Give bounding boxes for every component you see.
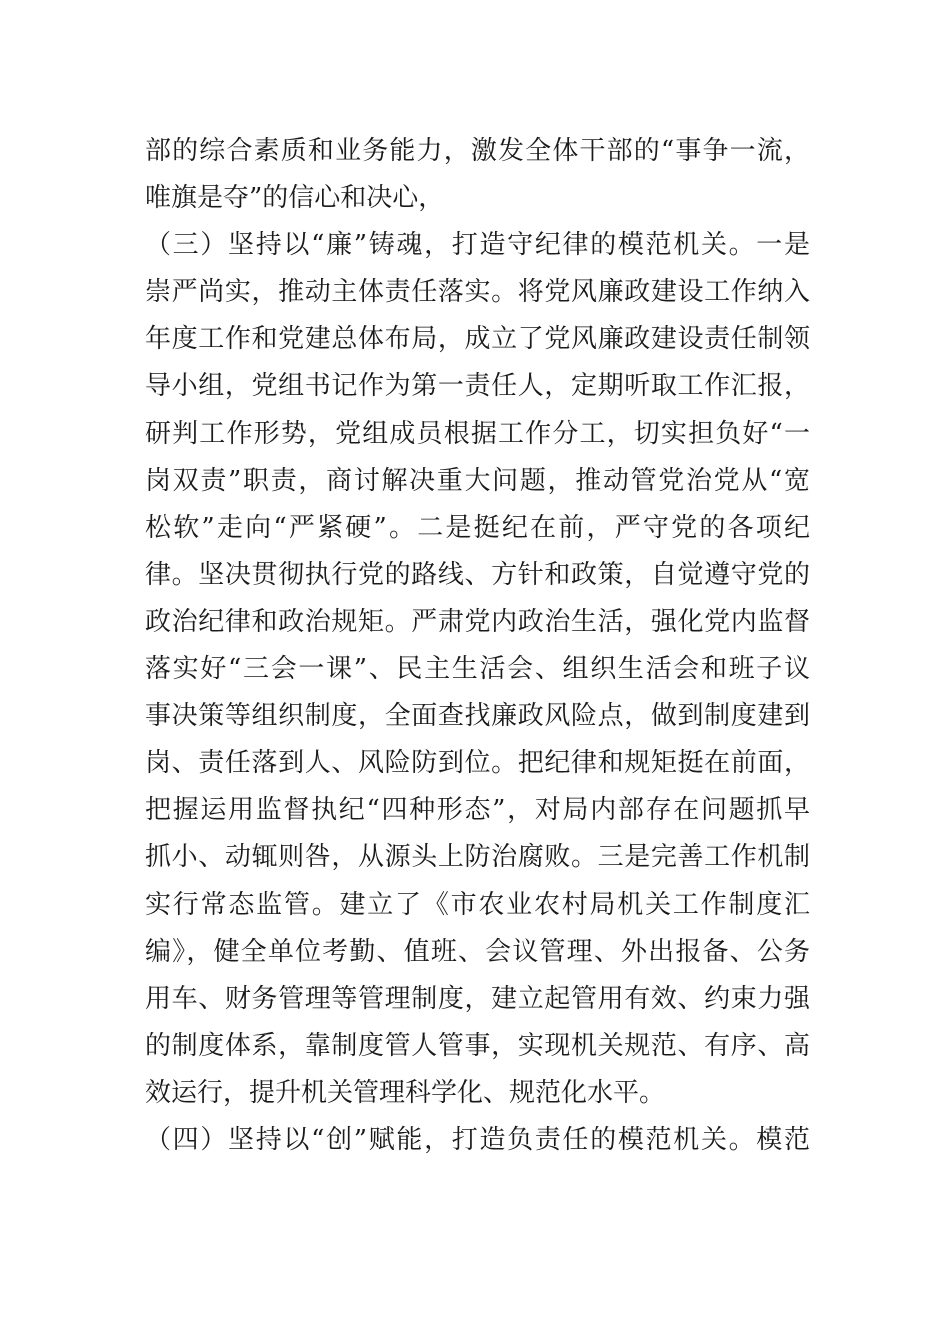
section-heading-line: （三）坚持以“廉”铸魂，打造守纪律的模范机关。一是: [145, 230, 810, 261]
text-line: 崇严尚实，推动主体责任落实。将党风廉政建设工作纳入: [145, 277, 810, 308]
text-line: 导小组，党组书记作为第一责任人，定期听取工作汇报，: [145, 371, 810, 402]
text-line: 抓小、动辄则咎，从源头上防治腐败。三是完善工作机制: [145, 842, 810, 873]
text-line: 年度工作和党建总体布局，成立了党风廉政建设责任制领: [145, 324, 810, 355]
text-line: 松软”走向“严紧硬”。二是挺纪在前，严守党的各项纪: [145, 512, 810, 543]
section-heading-line: （四）坚持以“创”赋能，打造负责任的模范机关。模范: [145, 1124, 810, 1155]
text-line: 研判工作形势，党组成员根据工作分工，切实担负好“一: [145, 418, 810, 449]
text-line: 把握运用监督执纪“四种形态”，对局内部存在问题抓早: [145, 795, 810, 826]
text-line: 岗、责任落到人、风险防到位。把纪律和规矩挺在前面，: [145, 748, 810, 779]
text-line: 事决策等组织制度，全面查找廉政风险点，做到制度建到: [145, 701, 810, 732]
text-line: 的制度体系，靠制度管人管事，实现机关规范、有序、高: [145, 1030, 810, 1061]
text-line: 落实好“三会一课”、民主生活会、组织生活会和班子议: [145, 654, 810, 685]
text-line: 唯旗是夺”的信心和决心，: [145, 183, 445, 214]
text-line: 部的综合素质和业务能力，激发全体干部的“事争一流，: [145, 136, 810, 166]
text-line: 律。坚决贯彻执行党的路线、方针和政策，自觉遵守党的: [145, 559, 810, 590]
text-line: 政治纪律和政治规矩。严肃党内政治生活，强化党内监督: [145, 606, 810, 637]
text-line: 效运行，提升机关管理科学化、规范化水平。: [145, 1077, 666, 1108]
text-line: 编》，健全单位考勤、值班、会议管理、外出报备、公务: [145, 936, 810, 967]
text-line: 岗双责”职责，商讨解决重大问题，推动管党治党从“宽: [145, 465, 810, 496]
text-line: 用车、财务管理等管理制度，建立起管用有效、约束力强: [145, 983, 810, 1014]
text-line: 实行常态监管。建立了《市农业农村局机关工作制度汇: [145, 889, 810, 920]
body-text: [145, 128, 810, 1164]
